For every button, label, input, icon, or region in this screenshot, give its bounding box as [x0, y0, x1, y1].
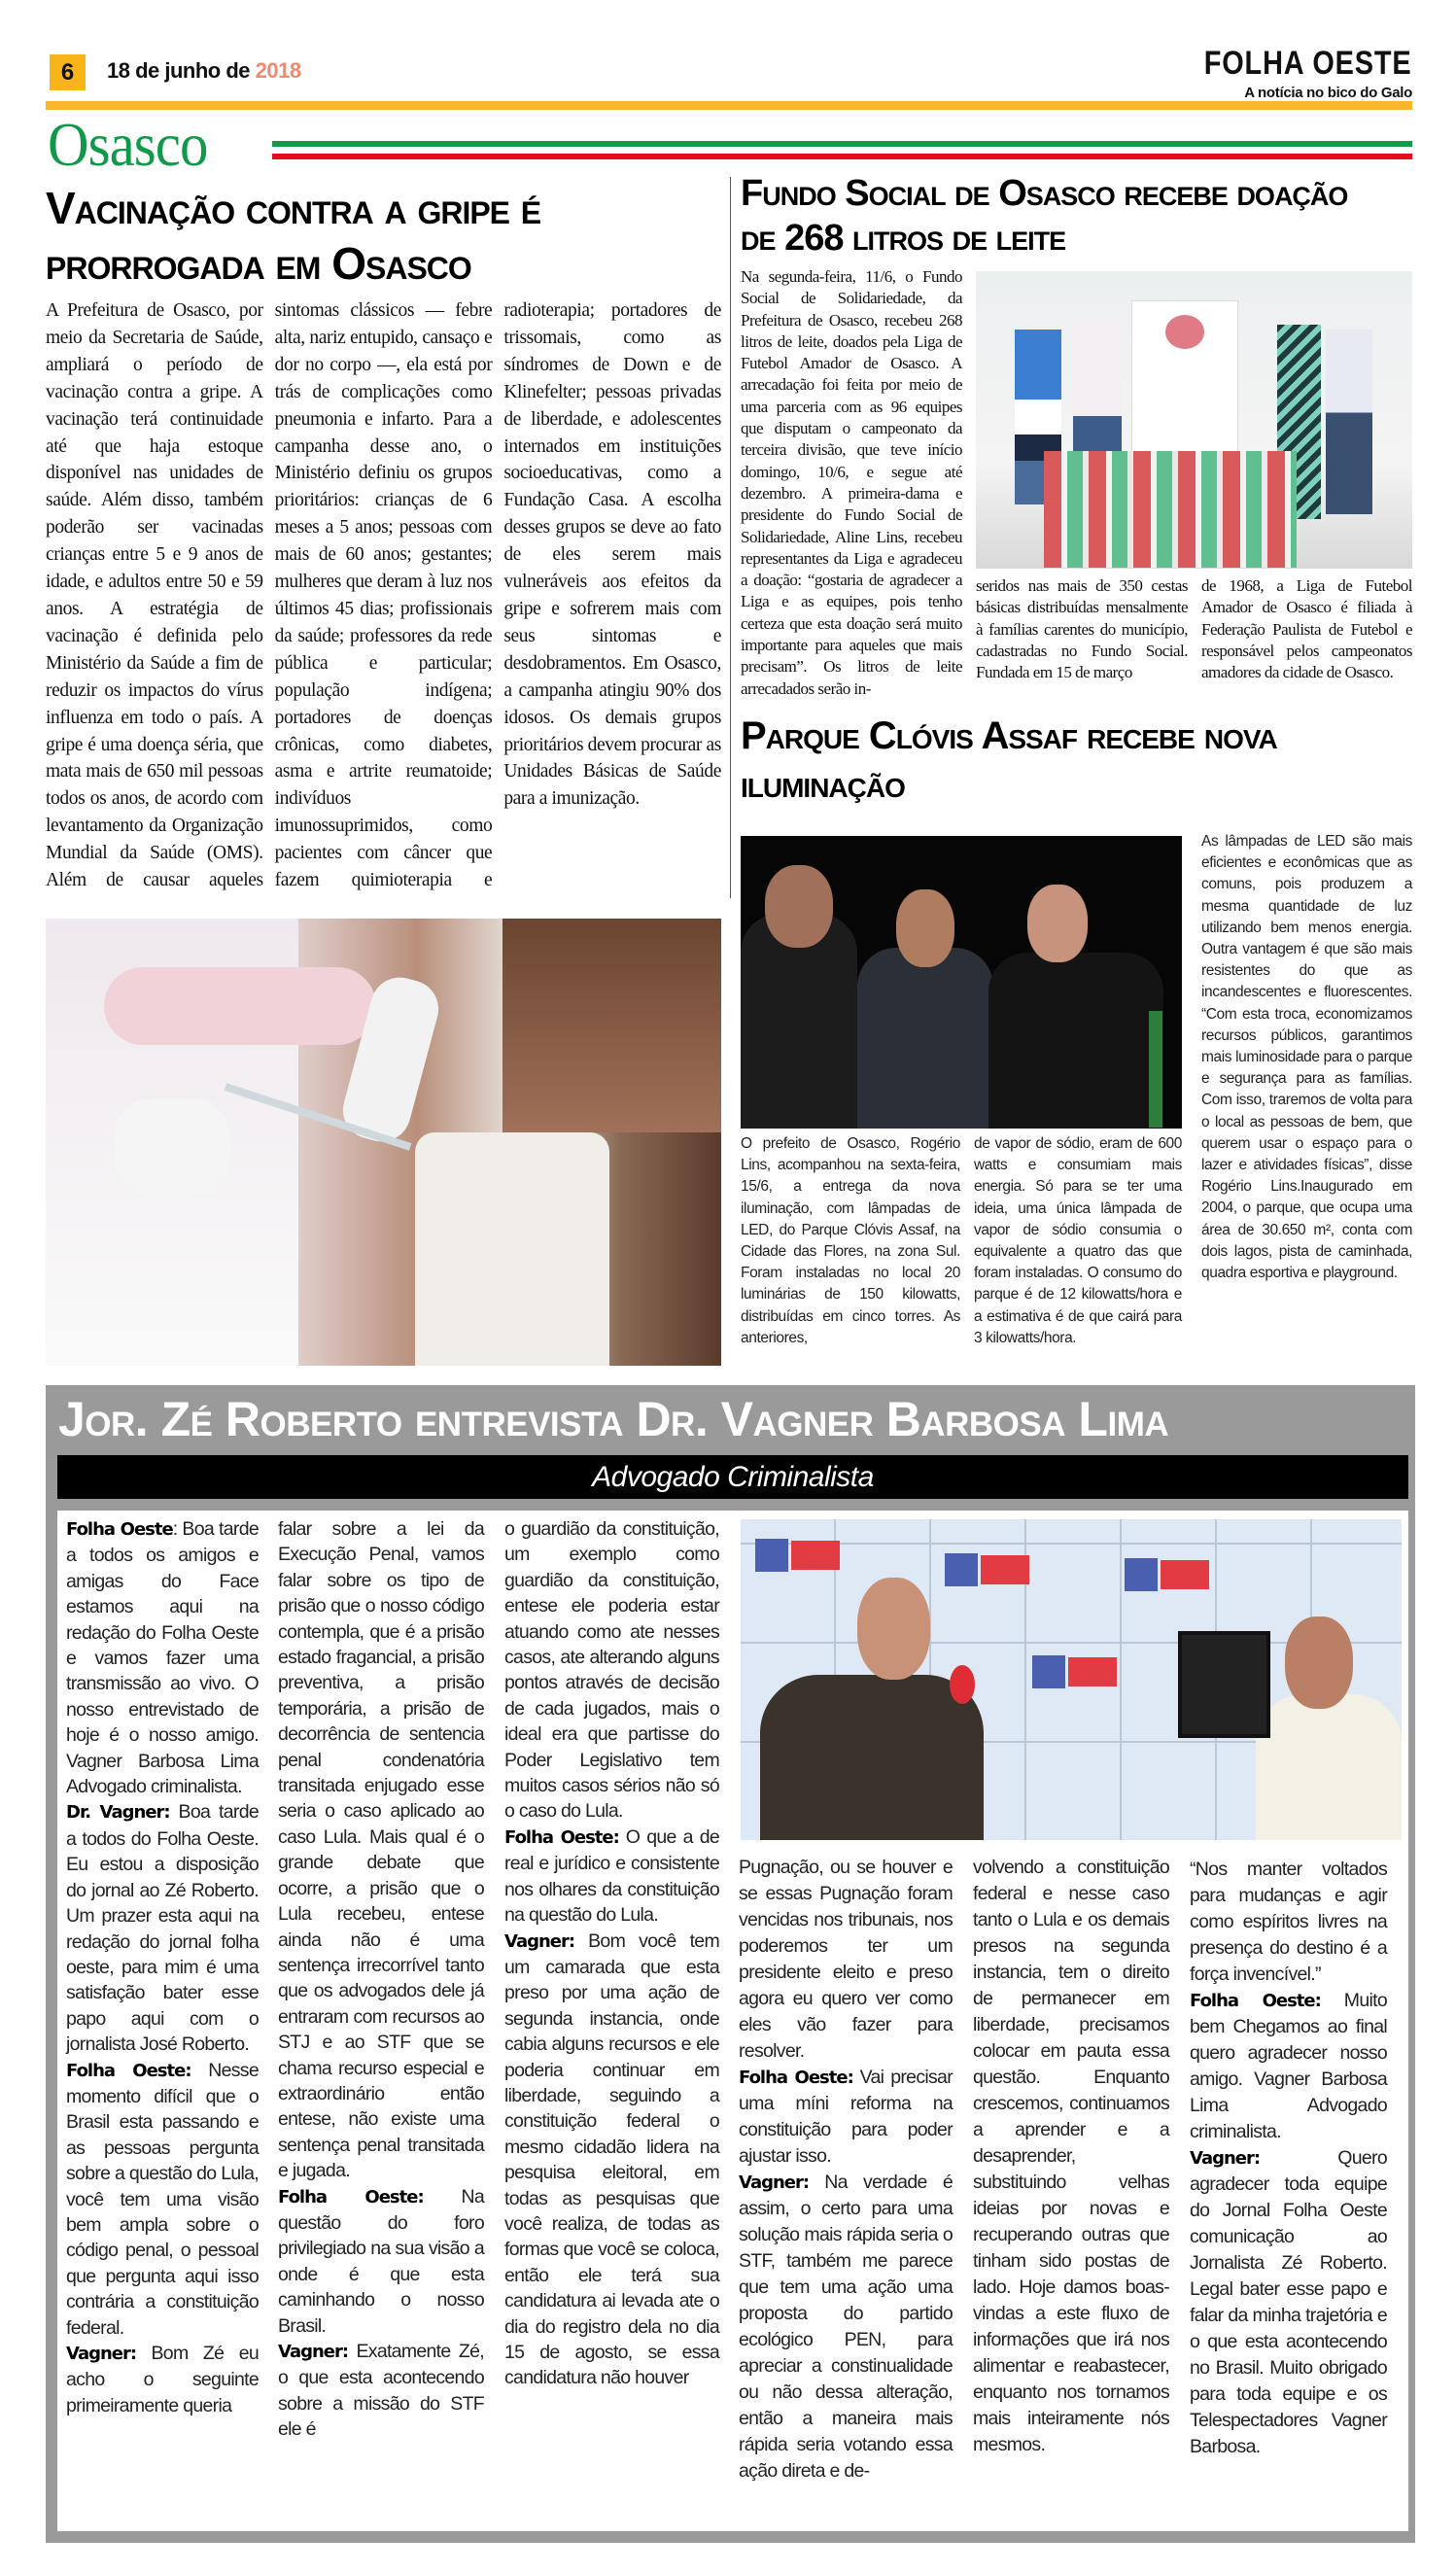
- interview-text: “Nos manter voltados para mudanças e agir como espíritos livres na presença do destino é a força invencível.”: [1190, 1859, 1387, 1985]
- vaccine-photo: [46, 919, 721, 1366]
- fundo-body-col1: Na segunda-feira, 11/6, o Fundo Social de Solidariedade, da Prefeitura de Osasco, recebeu 268 litros de leite, doados pela Liga de Futebol Amador de Osasco. A arrecadação foi feita por meio de uma parceria com as 96 equipes que disputam o campeonato da terceira divisão, que teve início domingo, 10/6, e segue até dezembro. A primeira-dama e presidente do Fundo Social de Solidariedade, Aline Lins, recebeu representantes da Liga e agradeceu a doação: “gostaria de agradecer a Liga e as equipes, pois tenho certeza que esta doação será muito importante para aqueles que mais precisam”. Os litros de leite arrecadados serão in-: [741, 267, 962, 698]
- interview-text: Bom Zé eu acho o seguinte primeiramente queria: [66, 2343, 259, 2416]
- interview-paragraph: [739, 2065, 953, 2170]
- interview-col: [1190, 1857, 1387, 2460]
- interview-photo: [741, 1519, 1402, 1840]
- speaker-label: Folha Oeste:: [504, 1826, 619, 1848]
- interview-col: [739, 1855, 953, 2485]
- parque-body-col1: O prefeito de Osasco, Rogério Lins, acompanhou na sexta-feira, 15/6, a entrega da nova iluminação, com lâmpadas de LED, do Parque Clóvis Assaf, na Cidade das Flores, na zona Sul. Foram instaladas no local 20 luminárias de 150 kilowatts, distribuídas em cinco torres. As anteriores,: [741, 1135, 960, 1346]
- interview-paragraph: [1190, 2145, 1387, 2460]
- interview-paragraph: [504, 1929, 719, 2391]
- interview-title-text: Jor. Zé Roberto entrevista Dr. Vagner Barbosa Lima: [58, 1392, 1169, 1446]
- fundo-headline: [741, 171, 1413, 261]
- interview-text: Quero agradecer toda equipe do Jornal Folha Oeste comunicação ao Jornalista Zé Roberto. Legal bater esse papo e falar da minha trajetória e o que esta acontecendo no Brasil. Muito obrigado para toda equipe e os Telespectadores Vagner Barbosa.: [1190, 2147, 1387, 2457]
- speaker-label: Vagner:: [66, 2344, 137, 2364]
- interview-paragraph: [66, 1516, 259, 1799]
- interview-text: Vai precisar uma míni reforma na constituição para poder ajustar isso.: [739, 2067, 953, 2167]
- interview-text: Na questão do foro privilegiado na sua visão a onde é que esta caminhando o nosso Brasil.: [278, 2185, 484, 2337]
- headline-line: prorrogada em Osasco: [46, 238, 471, 289]
- page-number: 6: [50, 54, 86, 90]
- interview-col: [973, 1855, 1169, 2458]
- interview-paragraph: [278, 2184, 484, 2339]
- interview-col: [504, 1516, 719, 2391]
- parque-photo: [741, 836, 1182, 1129]
- interview-paragraph: [66, 2341, 259, 2418]
- interview-paragraph: [66, 1799, 259, 2057]
- fundo-body-col2: seridos nas mais de 350 cestas básicas distribuídas mensalmente à famílias carentes do município, cadastradas no Fundo Social. Fundada em 15 de março: [976, 576, 1188, 682]
- speaker-label: Folha Oeste:: [278, 2186, 424, 2207]
- speaker-label: Vagner:: [504, 1930, 575, 1952]
- section-rule-red: [272, 154, 1412, 159]
- speaker-label: Folha Oeste:: [66, 2060, 191, 2081]
- interview-text: o guardião da constituição, um exemplo como guardião da constituição, entese ele poderia estar atuando como ate nesses casos, ate alterando alguns pontos através de decisão de cada jugados, mais o ideal era que partisse do Poder Legislativo tem muitos casos sérios não só o caso do Lula.: [504, 1518, 719, 1823]
- masthead-logo: [1167, 45, 1412, 101]
- interview-paragraph: [739, 2170, 953, 2485]
- speaker-label: Vagner:: [1190, 2148, 1261, 2169]
- interview-col: [66, 1516, 259, 2418]
- interview-paragraph: [504, 1516, 719, 1825]
- headline-line: de 268 litros de leite: [741, 218, 1066, 259]
- parque-headline: [741, 712, 1413, 809]
- section-title: Osasco: [48, 110, 208, 179]
- headline-line: Vacinação contra a gripe é: [46, 183, 541, 233]
- brand-tagline: A notícia no bico do Galo: [1244, 85, 1412, 101]
- interview-paragraph: [1190, 1857, 1387, 1988]
- fundo-photo: [976, 271, 1412, 569]
- interview-text: O que a de real e jurídico e consistente nos olhares da constituição na questão do Lula.: [504, 1825, 719, 1927]
- brand-name: FOLHA OESTE: [1204, 45, 1412, 82]
- vaccine-headline: [46, 181, 726, 292]
- date-text: 18 de junho de: [107, 58, 256, 83]
- interview-text: falar sobre a lei da Execução Penal, vamos falar sobre os tipo de prisão que o nosso código contempla, que é a prisão estado fragancial, a prisão preventiva, a prisão temporária, a prisão de decorrência de sentencia penal condenatória transitada enjugado esse seria o caso aplicado ao caso Lula. Mais qual é o grande debate que ocorre, a prisão que o Lula recebeu, entese ainda não é uma sentença irrecorrível tanto que os advogados dele já entraram com recursos ao STJ e ao STF que se chama recurso especial e extraordinário então entese, não existe uma sentença penal transitada e jugada.: [278, 1518, 484, 2182]
- interview-paragraph: [739, 1855, 953, 2065]
- speaker-label: Vagner:: [739, 2172, 810, 2193]
- interview-text: : Boa tarde a todos os amigos e amigas do Face estamos aqui na redação do Folha Oeste e vamos fazer uma transmissão ao vivo. O nosso entrevistado de hoje é o nosso amigo. Vagner Barbosa Lima Advogado criminalista.: [66, 1518, 259, 1798]
- interview-text: Nesse momento difícil que o Brasil esta passando e as pessoas pergunta sobre a questão do Lula, você tem uma visão bem ampla sobre o código penal, o pessoal que pergunta aqui isso contrária a constituição federal.: [66, 2059, 259, 2339]
- speaker-label: Folha Oeste:: [1190, 1991, 1321, 2011]
- fundo-body-col3: de 1968, a Liga de Futebol Amador de Osasco é filiada à Federação Paulista de Futebol e responsável pelos campeonatos amadores da cidade de Osasco.: [1201, 576, 1412, 682]
- interview-text: Bom você tem um camarada que esta preso por uma ação de segunda instancia, onde cabia alguns recursos e ele poderia continuar em liberdade, seguindo a constituição federal o mesmo cidadão lidera na pesquisa eleitoral, em todas as pesquisas que você realiza, de todas as formas que você se coloca, então ele terá sua candidatura ai levada ate o dia do registro dela no dia 15 de agosto, se essa candidatura não houver: [504, 1929, 719, 2389]
- header-rule: [46, 101, 1412, 110]
- interview-paragraph: [504, 1825, 719, 1929]
- interview-paragraph: [278, 2339, 484, 2443]
- interview-text: Pugnação, ou se houver e se essas Pugnação foram vencidas nos tribunais, nos poderemos ter um presidente eleito e preso agora eu quero ver como eles vão fazer para resolver.: [739, 1857, 953, 2062]
- interview-text: volvendo a constituição federal e nesse caso tanto o Lula e os demais presos na segunda instancia, tem o direito de permanecer em liberdade, precisamos colocar em pauta essa questão. Enquanto crescemos, continuamos a aprender e a desaprender, substituindo velhas ideias por novas e recuperando outras que tinham sido postas de lado. Hoje damos boas-vindas a este fluxo de informações que irá nos alimentar e reabastecer, enquanto nos tornamos mais inteiramente nós mesmos.: [973, 1857, 1169, 2455]
- parque-body-col2: de vapor de sódio, eram de 600 watts e consumiam mais energia. Só para se ter uma ideia, uma única lâmpada de vapor de sódio consumia o equivalente a quatro das que foram instaladas. O consumo do parque é de 12 kilowatts/hora e a estimativa é de que cairá para 3 kilowatts/hora.: [974, 1135, 1182, 1346]
- headline-line: iluminação: [741, 763, 905, 806]
- section-rule-green: [272, 141, 1412, 147]
- issue-date: [107, 58, 301, 84]
- speaker-label: Dr. Vagner:: [66, 1802, 170, 1824]
- interview-subtitle: Advogado Criminalista: [57, 1455, 1408, 1499]
- interview-paragraph: [973, 1855, 1169, 2458]
- interview-title: [58, 1388, 1400, 1450]
- interview-paragraph: [66, 2058, 259, 2341]
- interview-text: Exatamente Zé, o que esta acontecendo sobre a missão do STF ele é: [278, 2341, 484, 2441]
- interview-paragraph: [1190, 1988, 1387, 2145]
- interview-text: Na verdade é assim, o certo para uma solução mais rápida seria o STF, também me parece que tem uma ação uma proposta do partido ecológico PEN, para apreciar a constinualidade ou não dessa alteração, então a maneira mais rápida seria votando essa ação direta e de-: [739, 2172, 953, 2482]
- interview-text: Muito bem Chegamos ao final quero agradecer nosso amigo. Vagner Barbosa Lima Advogado criminalista.: [1190, 1990, 1387, 2142]
- headline-line: Parque Clóvis Assaf recebe nova: [741, 714, 1277, 757]
- interview-paragraph: [278, 1516, 484, 2184]
- column-divider: [730, 177, 731, 898]
- interview-col: [278, 1516, 484, 2443]
- headline-line: Fundo Social de Osasco recebe doação: [741, 173, 1348, 214]
- date-year: 2018: [255, 58, 301, 83]
- vaccine-body: A Prefeitura de Osasco, por meio da Secretaria de Saúde, ampliará o período de vacinação contra a gripe. A vacinação terá continuidade até que haja estoque disponível nas unidades de saúde. Além disso, também poderão ser vacinadas crianças entre 5 e 9 anos de idade, e adultos entre 50 e 59 anos. A estratégia de vacinação é definida pelo Ministério da Saúde a fim de reduzir os impactos do vírus influenza em todo o país. A gripe é uma doença séria, que mata mais de 650 mil pessoas todos os anos, de acordo com levantamento da Organização Mundial da Saúde (OMS). Além de causar aqueles sintomas clássicos — febre alta, nariz entupido, cansaço e dor no corpo —, ela está por trás de complicações como pneumonia e infarto. Para a campanha desse ano, o Ministério definiu os grupos prioritários: crianças de 6 meses a 5 anos; pessoas com mais de 60 anos; gestantes; mulheres que deram à luz nos últimos 45 dias; profissionais da saúde; professores da rede pública e particular; população indígena; portadores de doenças crônicas, como diabetes, asma e artrite reumatoide; indivíduos imunossuprimidos, como pacientes com câncer que fazem quimioterapia e radioterapia; portadores de trissomais, como as síndromes de Down e de Klinefelter; pessoas privadas de liberdade, e adolescentes internados em instituições socioeducativas, como a Fundação Casa. A escolha desses grupos se deve ao fato de eles serem mais vulneráveis aos efeitos da gripe e sofrerem mais com seus sintomas e desdobramentos. Em Osasco, a campanha atingiu 90% dos idosos. Os demais grupos prioritários devem procurar as Unidades Básicas de Saúde para a imunização.: [46, 300, 721, 891]
- speaker-label: Folha Oeste: [66, 1519, 173, 1540]
- parque-body-col3: As lâmpadas de LED são mais eficientes e econômicas que as comuns, pois produzem a mesma quantidade de luz utilizando bem menos energia. Outra vantagem é que são mais resistentes do que as incandescentes e fluorescentes. “Com esta troca, economizamos recursos públicos, garantimos mais luminosidade para o parque e segurança para as famílias. Com isso, traremos de volta para o local as pessoas de bem, que querem usar o espaço para o lazer e atividades físicas”, disse Rogério Lins.Inaugurado em 2004, o parque, que ocupa uma área de 30.650 m², conta com dois lagos, pista de caminhada, quadra esportiva e playground.: [1201, 833, 1412, 1282]
- speaker-label: Vagner:: [278, 2342, 349, 2362]
- speaker-label: Folha Oeste:: [739, 2068, 853, 2088]
- interview-text: Boa tarde a todos do Folha Oeste. Eu estou a disposição do jornal ao Zé Roberto. Um prazer esta aqui na redação do jornal folha oeste, para mim é uma satisfação bater esse papo aqui com o jornalista José Roberto.: [66, 1801, 259, 2056]
